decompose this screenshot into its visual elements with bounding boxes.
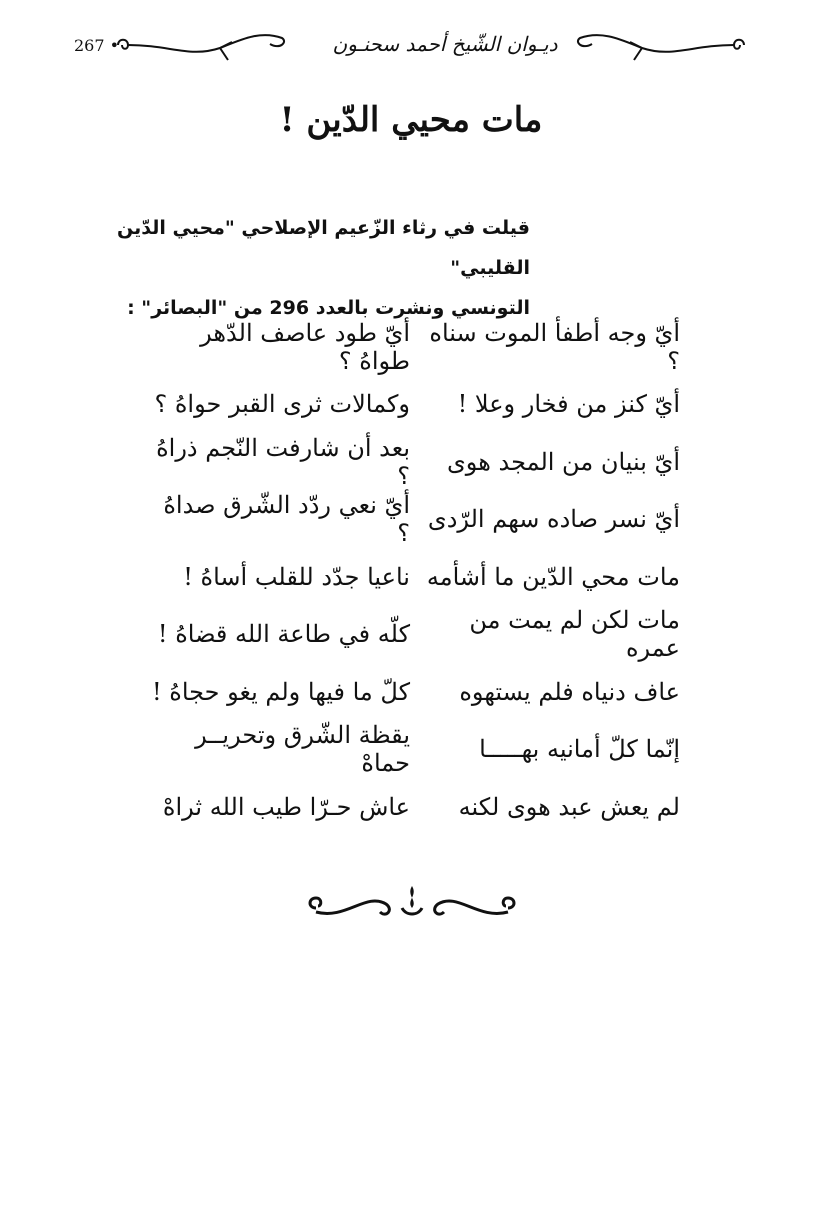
first-hemistich: لم يعش عبد هوى لكنه	[458, 792, 680, 821]
footer-ornament	[306, 882, 518, 926]
page-header	[60, 22, 762, 68]
verse	[150, 721, 680, 779]
header-ornament-right	[572, 28, 752, 62]
first-hemistich: مات محي الدّين ما أشأمه	[426, 562, 680, 591]
second-hemistich: أيّ نعي ردّد الشّرق صداهُ ؟	[163, 491, 410, 548]
header-ornament-left	[110, 28, 290, 62]
verse	[150, 778, 680, 836]
first-hemistich: أيّ كنز من فخار وعلا !	[457, 390, 680, 419]
first-hemistich: أيّ نسر صاده سهم الرّدى	[427, 505, 680, 534]
second-hemistich: عاش حـرّا طيب الله ثراهْ	[162, 792, 410, 821]
second-hemistich: كلّه في طاعة الله قضاهُ !	[157, 620, 410, 649]
header-title: ديـوان الشّيخ أحمد سحنـون	[332, 32, 558, 56]
second-hemistich: كلّ ما فيها ولم يغو حجاهُ !	[151, 677, 410, 706]
verse	[150, 491, 680, 549]
verse	[150, 548, 680, 606]
verse	[150, 606, 680, 664]
poem-introduction	[60, 208, 530, 328]
first-hemistich: عاف دنياه فلم يستهوه	[459, 677, 680, 706]
poem-title: مات محيي الدّين !	[279, 100, 543, 140]
second-hemistich: بعد أن شارفت النّجم ذراهُ ؟	[156, 433, 410, 490]
intro-line: قيلت في رثاء الزّعيم الإصلاحي "محيي الدّين القليبي"	[117, 217, 530, 279]
verse	[150, 663, 680, 721]
second-hemistich: ناعيا جدّد للقلب أساهُ !	[183, 562, 410, 591]
poem-verses	[150, 318, 680, 836]
second-hemistich: أيّ طود عاصف الدّهر طواهُ ؟	[200, 318, 410, 375]
verse	[150, 433, 680, 491]
first-hemistich: مات لكن لم يمت من عمره	[469, 606, 680, 663]
page-number: 267 •	[74, 36, 120, 55]
first-hemistich: إنّما كلّ أمانيه بهـــــا	[479, 735, 680, 764]
intro-line: التونسي ونشرت بالعدد 296 من "البصائر" :	[127, 297, 530, 319]
second-hemistich: يقظة الشّرق وتحريــر حماهْ	[195, 721, 410, 778]
first-hemistich: أيّ وجه أطفأ الموت سناه ؟	[429, 318, 680, 375]
first-hemistich: أيّ بنيان من المجد هوى	[447, 447, 680, 476]
verse	[150, 318, 680, 376]
verse	[150, 376, 680, 434]
second-hemistich: وكمالات ثرى القبر حواهُ ؟	[154, 390, 410, 419]
